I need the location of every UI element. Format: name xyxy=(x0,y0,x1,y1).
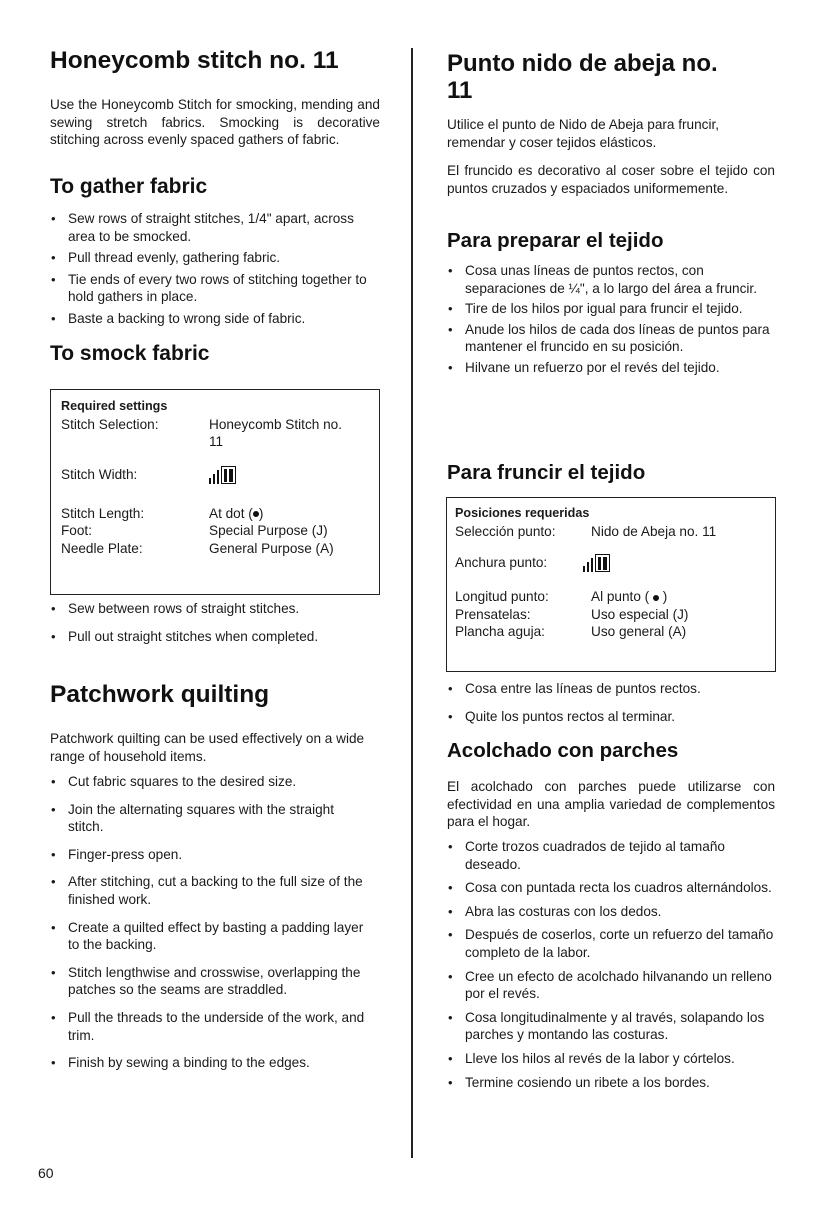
list-item: • Cosa unas líneas de puntos rectos, con separaciones de ¼", a lo largo del área a fruncir. xyxy=(447,262,775,297)
stitch-selection-label: Stitch Selection: xyxy=(61,416,159,432)
stitch-length-label: Stitch Length: xyxy=(61,505,145,521)
list-item: • Cut fabric squares to the desired size. xyxy=(50,773,368,791)
list-item: • Anude los hilos de cada dos líneas de puntos para mantener el fruncido en su posición. xyxy=(447,321,775,356)
list-item: • Pull the threads to the underside of the work, and trim. xyxy=(50,1009,368,1044)
list-item: • Corte trozos cuadrados de tejido al tamaño deseado. xyxy=(447,838,775,873)
list-item: • After stitching, cut a backing to the full size of the finished work. xyxy=(50,873,368,908)
list-item: • Finger-press open. xyxy=(50,846,368,864)
stitch-width-row-es xyxy=(455,554,767,572)
stitch-length-end: ) xyxy=(258,505,264,521)
list-item: • Quite los puntos rectos al terminar. xyxy=(447,708,775,726)
stitch-width-label: Stitch Width: xyxy=(61,466,138,482)
gather-title-es: Para preparar el tejido xyxy=(447,229,664,252)
stitch-width-label-es: Anchura punto: xyxy=(455,555,548,571)
stitch-width-row xyxy=(61,466,369,484)
list-item: • Pull out straight stitches when completed. xyxy=(50,628,380,646)
page-number: 60 xyxy=(38,1165,54,1181)
list-item: • Pull thread evenly, gathering fabric. xyxy=(50,249,380,267)
stitch-selection-value-es: Nido de Abeja no. 11 xyxy=(591,523,717,539)
needle-plate-label: Needle Plate: xyxy=(61,540,143,556)
honeycomb-intro: Use the Honeycomb Stitch for smocking, mending and sewing stretch fabrics. Smocking is decorative stitching across evenly spaced gathers of fabric. xyxy=(50,97,380,148)
stitch-length-row-es xyxy=(455,588,767,606)
stitch-length-value-es: Al punto ( xyxy=(591,589,650,605)
foot-value-es: Uso especial (J) xyxy=(591,606,689,622)
list-item: • Join the alternating squares with the straight stitch. xyxy=(50,801,368,836)
needle-plate-value-es: Uso general (A) xyxy=(591,624,687,640)
list-item: • Cosa entre las líneas de puntos rectos. xyxy=(447,680,775,698)
list-item: • Cosa longitudinalmente y al través, solapando los parches y montando las costuras. xyxy=(447,1009,775,1044)
patchwork-intro-es: El acolchado con parches puede utilizarse con efectividad en una amplia variedad de complementos para el hogar. xyxy=(447,779,775,830)
smock-list-es xyxy=(447,680,775,725)
foot-row-es xyxy=(455,606,767,624)
stitch-selection-row xyxy=(61,416,369,451)
patchwork-list xyxy=(50,773,368,1072)
list-item: • Termine cosiendo un ribete a los bordes. xyxy=(447,1074,775,1092)
foot-label: Foot: xyxy=(61,523,92,539)
settings-title-es: Posiciones requeridas xyxy=(455,506,590,520)
dot-icon xyxy=(653,595,659,601)
honeycomb-intro-es: Utilice el punto de Nido de Abeja para fruncir, remendar y coser tejidos elásticos. xyxy=(447,117,720,150)
column-divider xyxy=(411,48,413,1158)
stitch-selection-label-es: Selección punto: xyxy=(455,523,556,539)
gather-list xyxy=(50,210,380,328)
stitch-length-end-es: ) xyxy=(662,589,668,605)
smock-title: To smock fabric xyxy=(50,342,210,365)
list-item: • Lleve los hilos al revés de la labor y córtelos. xyxy=(447,1050,775,1068)
stitch-selection-row-es xyxy=(455,523,767,541)
needle-plate-row xyxy=(61,540,369,558)
smock-title-es: Para fruncir el tejido xyxy=(447,461,646,484)
required-settings-box-es xyxy=(446,497,776,672)
foot-value: Special Purpose (J) xyxy=(209,523,328,539)
stitch-length-value-group xyxy=(209,505,263,523)
list-item: • Cree un efecto de acolchado hilvanando un relleno por el revés. xyxy=(447,968,775,1003)
patchwork-title-es: Acolchado con parches xyxy=(447,739,679,762)
smock-list xyxy=(50,600,380,645)
required-settings-box xyxy=(50,389,380,595)
list-item: • Create a quilted effect by basting a padding layer to the backing. xyxy=(50,919,368,954)
list-item: • Tire de los hilos por igual para fruncir el tejido. xyxy=(447,300,775,318)
stitch-width-icon-es xyxy=(583,554,610,572)
list-item: • Sew rows of straight stitches, 1/4" apart, across area to be smocked. xyxy=(50,210,380,245)
stitch-width-icon xyxy=(209,466,236,484)
stitch-selection-value: Honeycomb Stitch no. 11 xyxy=(209,416,342,450)
settings-title: Required settings xyxy=(61,399,168,413)
gather-title: To gather fabric xyxy=(50,175,208,198)
foot-row xyxy=(61,522,369,540)
honeycomb-title: Honeycomb stitch no. 11 xyxy=(50,47,339,74)
list-item: • Abra las costuras con los dedos. xyxy=(447,903,775,921)
needle-plate-label-es: Plancha aguja: xyxy=(455,624,545,640)
foot-label-es: Prensatelas: xyxy=(455,606,531,622)
patchwork-intro: Patchwork quilting can be used effectively on a wide range of household items. xyxy=(50,731,365,764)
stitch-length-value-group-es xyxy=(591,588,667,606)
list-item: • Cosa con puntada recta los cuadros alternándolos. xyxy=(447,879,775,897)
list-item: • Tie ends of every two rows of stitching together to hold gathers in place. xyxy=(50,271,380,306)
list-item: • Baste a backing to wrong side of fabric. xyxy=(50,310,380,328)
needle-plate-value: General Purpose (A) xyxy=(209,540,334,556)
patchwork-title: Patchwork quilting xyxy=(50,681,270,708)
list-item: • Sew between rows of straight stitches. xyxy=(50,600,380,618)
stitch-length-row xyxy=(61,505,369,523)
list-item: • Hilvane un refuerzo por el revés del tejido. xyxy=(447,359,775,377)
needle-plate-row-es xyxy=(455,623,767,641)
patchwork-list-es xyxy=(447,838,775,1091)
list-item: • Finish by sewing a binding to the edges. xyxy=(50,1054,368,1072)
list-item: • Stitch lengthwise and crosswise, overlapping the patches so the seams are straddled. xyxy=(50,964,368,999)
list-item: • Después de coserlos, corte un refuerzo del tamaño completo de la labor. xyxy=(447,926,775,961)
honeycomb-title-es: Punto nido de abeja no. 11 xyxy=(447,50,718,104)
stitch-length-label-es: Longitud punto: xyxy=(455,589,549,605)
stitch-length-value: At dot ( xyxy=(209,505,253,521)
gather-list-es xyxy=(447,262,775,377)
honeycomb-intro2-es: El fruncido es decorativo al coser sobre el tejido con puntos cruzados y espaciados uniformemente. xyxy=(447,163,775,196)
